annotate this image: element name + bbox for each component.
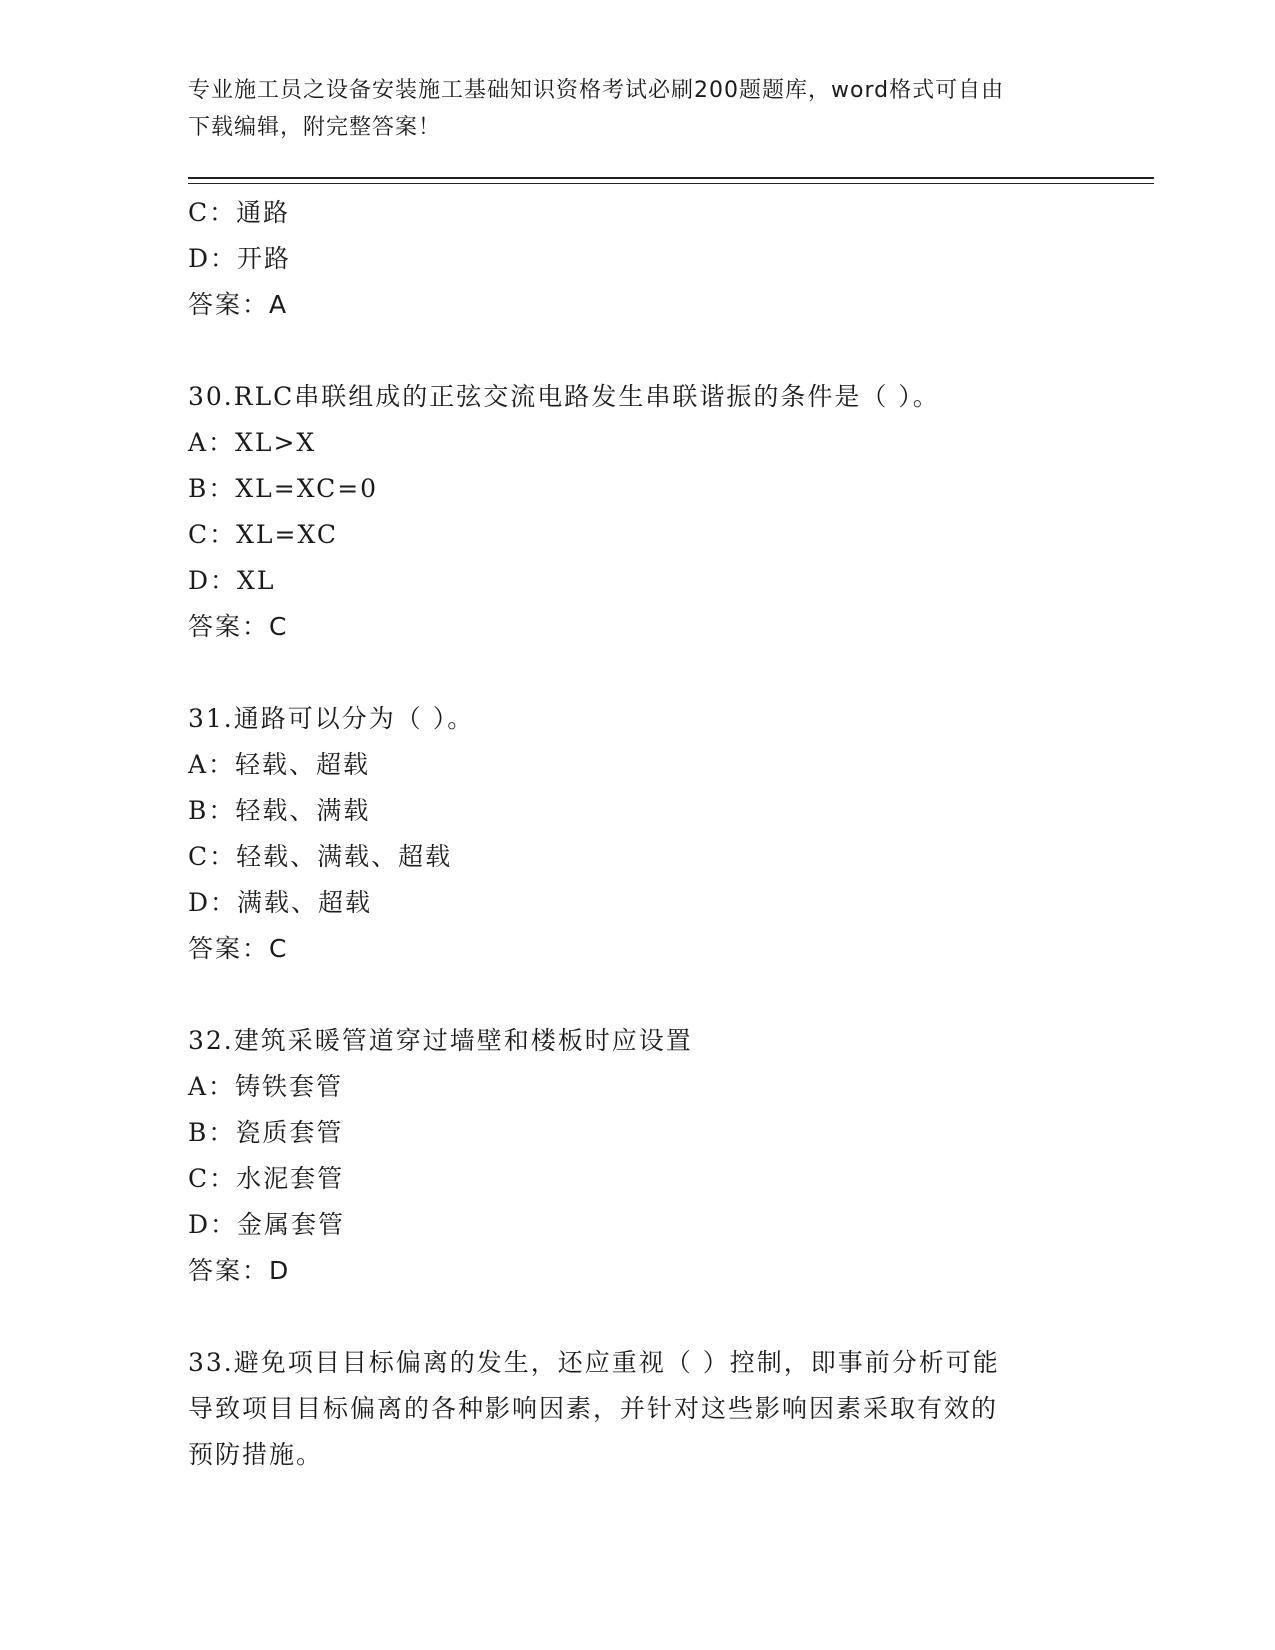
- option-a: A：XL>X: [188, 428, 317, 457]
- option-a: A：铸铁套管: [188, 1072, 344, 1101]
- question-list: [188, 190, 1088, 1478]
- question-text-line-1: 33.避免项目目标偏离的发生，还应重视（ ）控制，即事前分析可能: [188, 1348, 1000, 1377]
- question-30: [188, 374, 1088, 650]
- question-text-line-2: 导致项目目标偏离的各种影响因素，并针对这些影响因素采取有效的: [188, 1394, 999, 1423]
- answer-line: 答案：D: [188, 1256, 291, 1285]
- option-c: C：水泥套管: [188, 1164, 345, 1193]
- question-33: [188, 1340, 1088, 1478]
- option-d: D：开路: [188, 244, 292, 273]
- option-c: C：XL=XC: [188, 520, 338, 549]
- spacer: [188, 1294, 1088, 1340]
- question-32: [188, 1018, 1088, 1294]
- option-c: C：通路: [188, 198, 291, 227]
- question-29-continued: [188, 190, 1088, 328]
- header-line-2: 下载编辑，附完整答案！: [188, 115, 442, 140]
- spacer: [188, 328, 1088, 374]
- option-a: A：轻载、超载: [188, 750, 371, 779]
- option-b: B：XL=XC=0: [188, 474, 379, 503]
- option-d: D：金属套管: [188, 1210, 346, 1239]
- spacer: [188, 650, 1088, 696]
- spacer: [188, 972, 1088, 1018]
- question-31: [188, 696, 1088, 972]
- question-text: 32.建筑采暖管道穿过墙壁和楼板时应设置: [188, 1026, 693, 1055]
- header-divider-thick: [188, 177, 1154, 179]
- option-d: D：满载、超载: [188, 888, 373, 917]
- answer-line: 答案：A: [188, 290, 289, 319]
- option-b: B：瓷质套管: [188, 1118, 344, 1147]
- answer-line: 答案：C: [188, 934, 289, 963]
- question-text: 30.RLC串联组成的正弦交流电路发生串联谐振的条件是（ ）。: [188, 382, 940, 411]
- question-text: 31.通路可以分为（ ）。: [188, 704, 475, 733]
- option-c: C：轻载、满载、超载: [188, 842, 453, 871]
- header-divider-thin: [188, 183, 1154, 184]
- answer-line: 答案：C: [188, 612, 289, 641]
- option-d: D：XL: [188, 566, 276, 595]
- option-b: B：轻载、满载: [188, 796, 371, 825]
- question-text-line-3: 预防措施。: [188, 1440, 324, 1469]
- header-line-1: 专业施工员之设备安装施工基础知识资格考试必刷200题题库，word格式可自由: [188, 78, 1005, 103]
- document-header: [188, 72, 1088, 146]
